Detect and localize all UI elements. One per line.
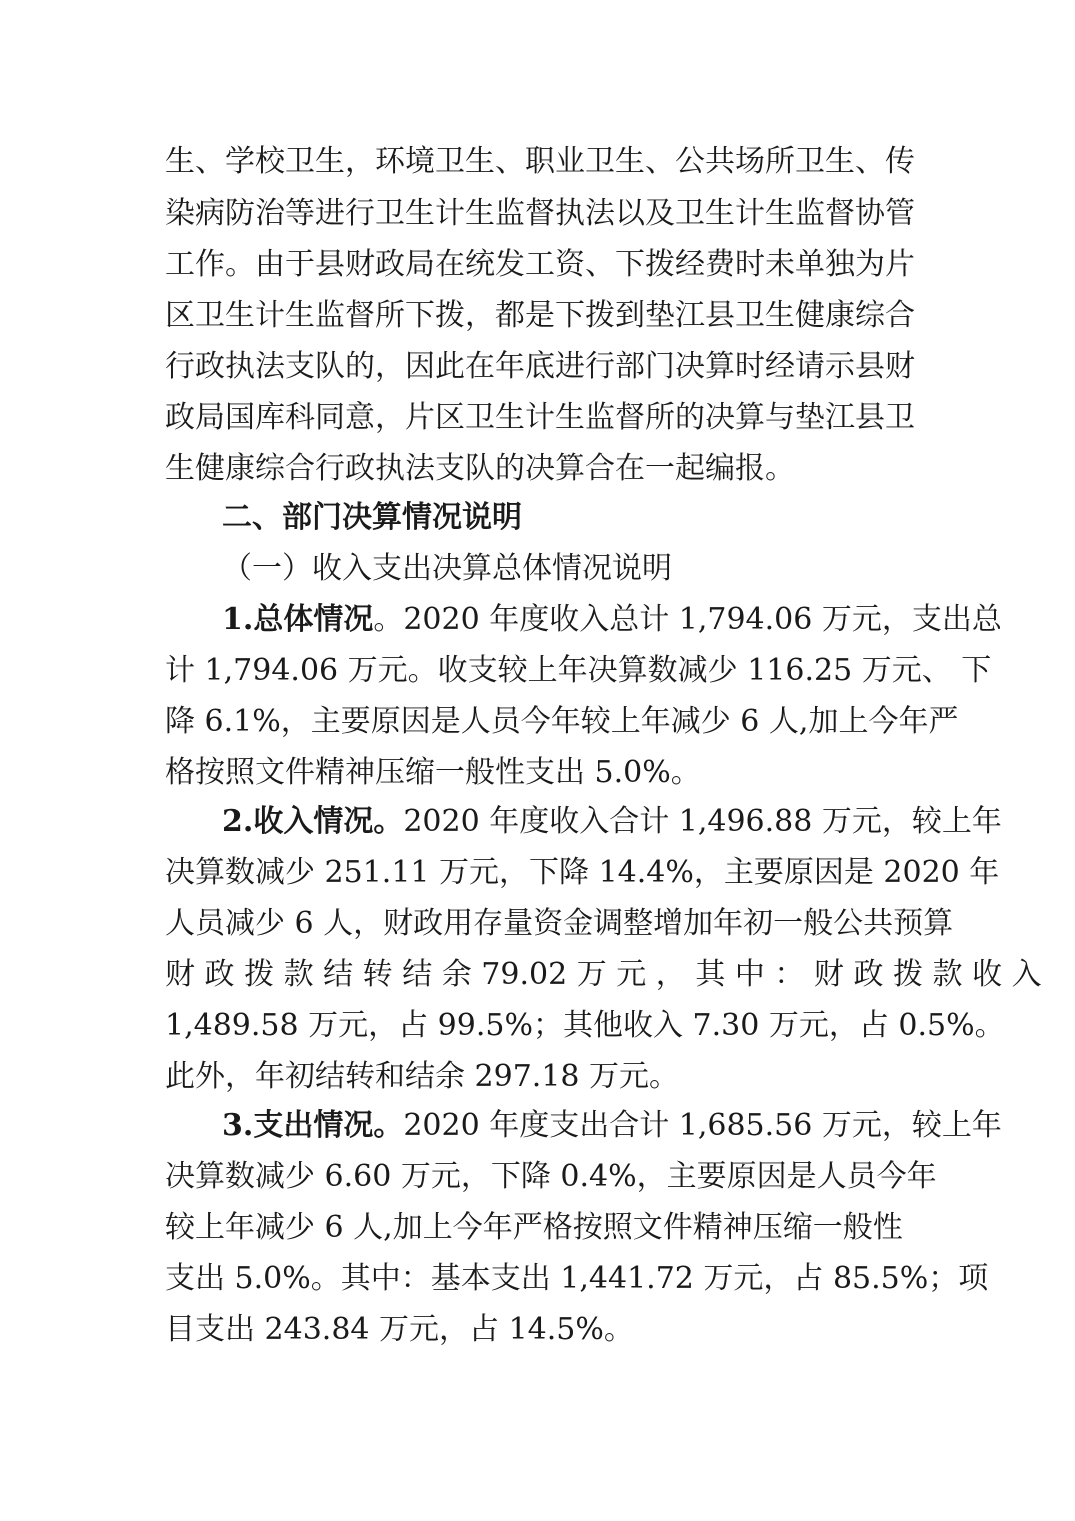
paragraph-first-line: [222, 802, 1002, 842]
paragraph-text: 。2020 年度收入总计 1,794.06 万元，支出总: [373, 602, 1002, 637]
paragraph-label: 2.收入情况。: [222, 804, 404, 839]
paragraph-first-line: [222, 600, 1002, 640]
body-line: 1,489.58 万元，占 99.5%；其他收入 7.30 万元，占 0.5%。: [165, 1008, 1005, 1043]
body-line: 工作。由于县财政局在统发工资、下拨经费时未单独为片: [165, 247, 915, 282]
paragraph-text: 2020 年度支出合计 1,685.56 万元，较上年: [403, 1108, 1002, 1143]
body-line: 计 1,794.06 万元。收支较上年决算数减少 116.25 万元、 下: [165, 653, 992, 688]
body-line: 决算数减少 6.60 万元，下降 0.4%，主要原因是人员今年: [165, 1159, 937, 1194]
paragraph-label: 3.支出情况。: [222, 1108, 404, 1143]
body-line: 格按照文件精神压缩一般性支出 5.0%。: [165, 755, 701, 790]
body-line: 支出 5.0%。其中：基本支出 1,441.72 万元，占 85.5%；项: [165, 1261, 989, 1296]
section-heading: 二、部门决算情况说明: [222, 500, 522, 535]
subsection-heading: （一）收入支出决算总体情况说明: [222, 551, 672, 586]
body-line: 生健康综合行政执法支队的决算合在一起编报。: [165, 451, 795, 486]
body-line: 生、学校卫生，环境卫生、职业卫生、公共场所卫生、传: [165, 144, 915, 179]
body-line: 较上年减少 6 人,加上今年严格按照文件精神压缩一般性: [165, 1210, 903, 1245]
body-line: 染病防治等进行卫生计生监督执法以及卫生计生监督协管: [165, 196, 915, 231]
body-line: 人员减少 6 人，财政用存量资金调整增加年初一般公共预算: [165, 906, 954, 941]
body-line: 决算数减少 251.11 万元，下降 14.4%，主要原因是 2020 年: [165, 855, 1000, 890]
body-line: 此外，年初结转和结余 297.18 万元。: [165, 1059, 680, 1094]
body-line: 降 6.1%，主要原因是人员今年较上年减少 6 人,加上今年严: [165, 704, 959, 739]
body-line: 目支出 243.84 万元，占 14.5%。: [165, 1312, 634, 1347]
paragraph-text: 2020 年度收入合计 1,496.88 万元，较上年: [403, 804, 1002, 839]
body-line: 行政执法支队的，因此在年底进行部门决算时经请示县财: [165, 349, 915, 384]
paragraph-first-line: [222, 1106, 1002, 1146]
body-line: 财 政 拨 款 结 转 结 余 79.02 万 元 ， 其 中 ： 财 政 拨 款 收 入: [165, 957, 1042, 992]
body-line: 区卫生计生监督所下拨，都是下拨到垫江县卫生健康综合: [165, 298, 915, 333]
paragraph-label: 1.总体情况: [222, 602, 374, 637]
body-line: 政局国库科同意，片区卫生计生监督所的决算与垫江县卫: [165, 400, 915, 435]
